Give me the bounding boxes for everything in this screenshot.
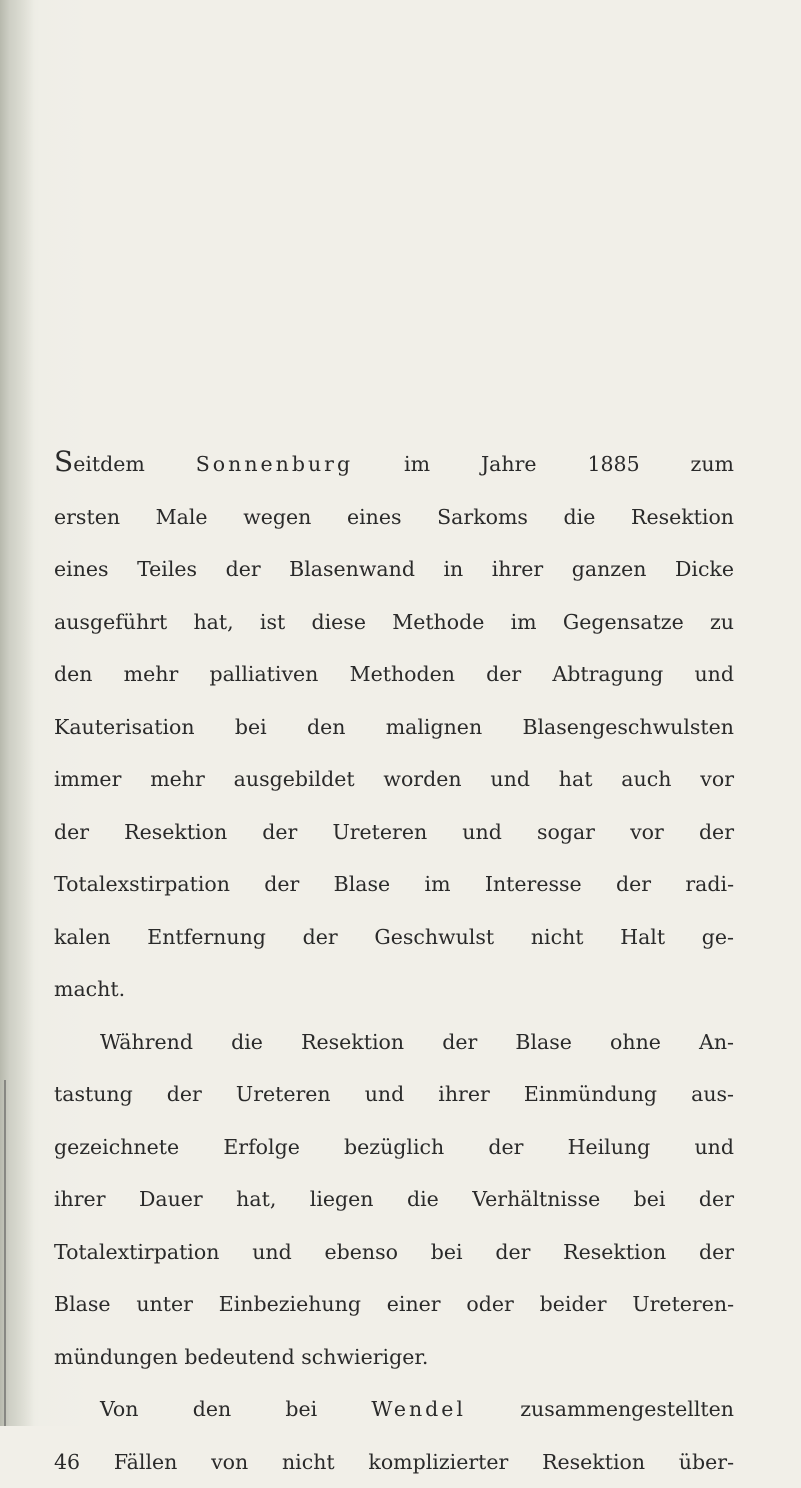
text-line (54, 438, 734, 491)
text-line: mündungen bedeutend schwieriger. (54, 1331, 734, 1384)
text-segment: eitdem (73, 452, 196, 476)
text-line: tastung der Ureteren und ihrer Einmündung aus- (54, 1068, 734, 1121)
text-line: der Resektion der Ureteren und sogar vor der (54, 806, 734, 859)
text-line: kalen Entfernung der Geschwulst nicht Halt ge- (54, 911, 734, 964)
author-name: Sonnenburg (196, 452, 353, 476)
text-line: gezeichnete Erfolge bezüglich der Heilung und (54, 1121, 734, 1174)
text-line: eines Teiles der Blasenwand in ihrer ganzen Dicke (54, 543, 734, 596)
text-segment: zusammengestellten (466, 1397, 734, 1421)
text-segment: Von den bei (100, 1397, 371, 1421)
text-line: ersten Male wegen eines Sarkoms die Resektion (54, 491, 734, 544)
text-line (54, 1383, 734, 1436)
text-line: ausgeführt hat, ist diese Methode im Gegensatze zu (54, 596, 734, 649)
paragraph-1 (54, 438, 734, 1016)
text-line: ihrer Dauer hat, liegen die Verhältnisse bei der (54, 1173, 734, 1226)
binding-line (4, 1080, 6, 1426)
text-line: den mehr palliativen Methoden der Abtragung und (54, 648, 734, 701)
text-line: Blase unter Einbeziehung einer oder beider Ureteren- (54, 1278, 734, 1331)
text-line: Kauterisation bei den malignen Blasengeschwulsten (54, 701, 734, 754)
text-line: Während die Resektion der Blase ohne An- (54, 1016, 734, 1069)
text-line: Totalextirpation und ebenso bei der Resektion der (54, 1226, 734, 1279)
text-line: immer mehr ausgebildet worden und hat auch vor (54, 753, 734, 806)
paragraph-2 (54, 1016, 734, 1384)
text-line: macht. (54, 963, 734, 1016)
initial-letter: S (54, 445, 73, 478)
body-text (54, 438, 734, 1488)
author-name: Wendel (371, 1397, 466, 1421)
text-segment: im Jahre 1885 zum (353, 452, 734, 476)
text-line: Totalexstirpation der Blase im Interesse der radi- (54, 858, 734, 911)
paragraph-3 (54, 1383, 734, 1488)
text-line: 46 Fällen von nicht komplizierter Resektion über- (54, 1436, 734, 1488)
